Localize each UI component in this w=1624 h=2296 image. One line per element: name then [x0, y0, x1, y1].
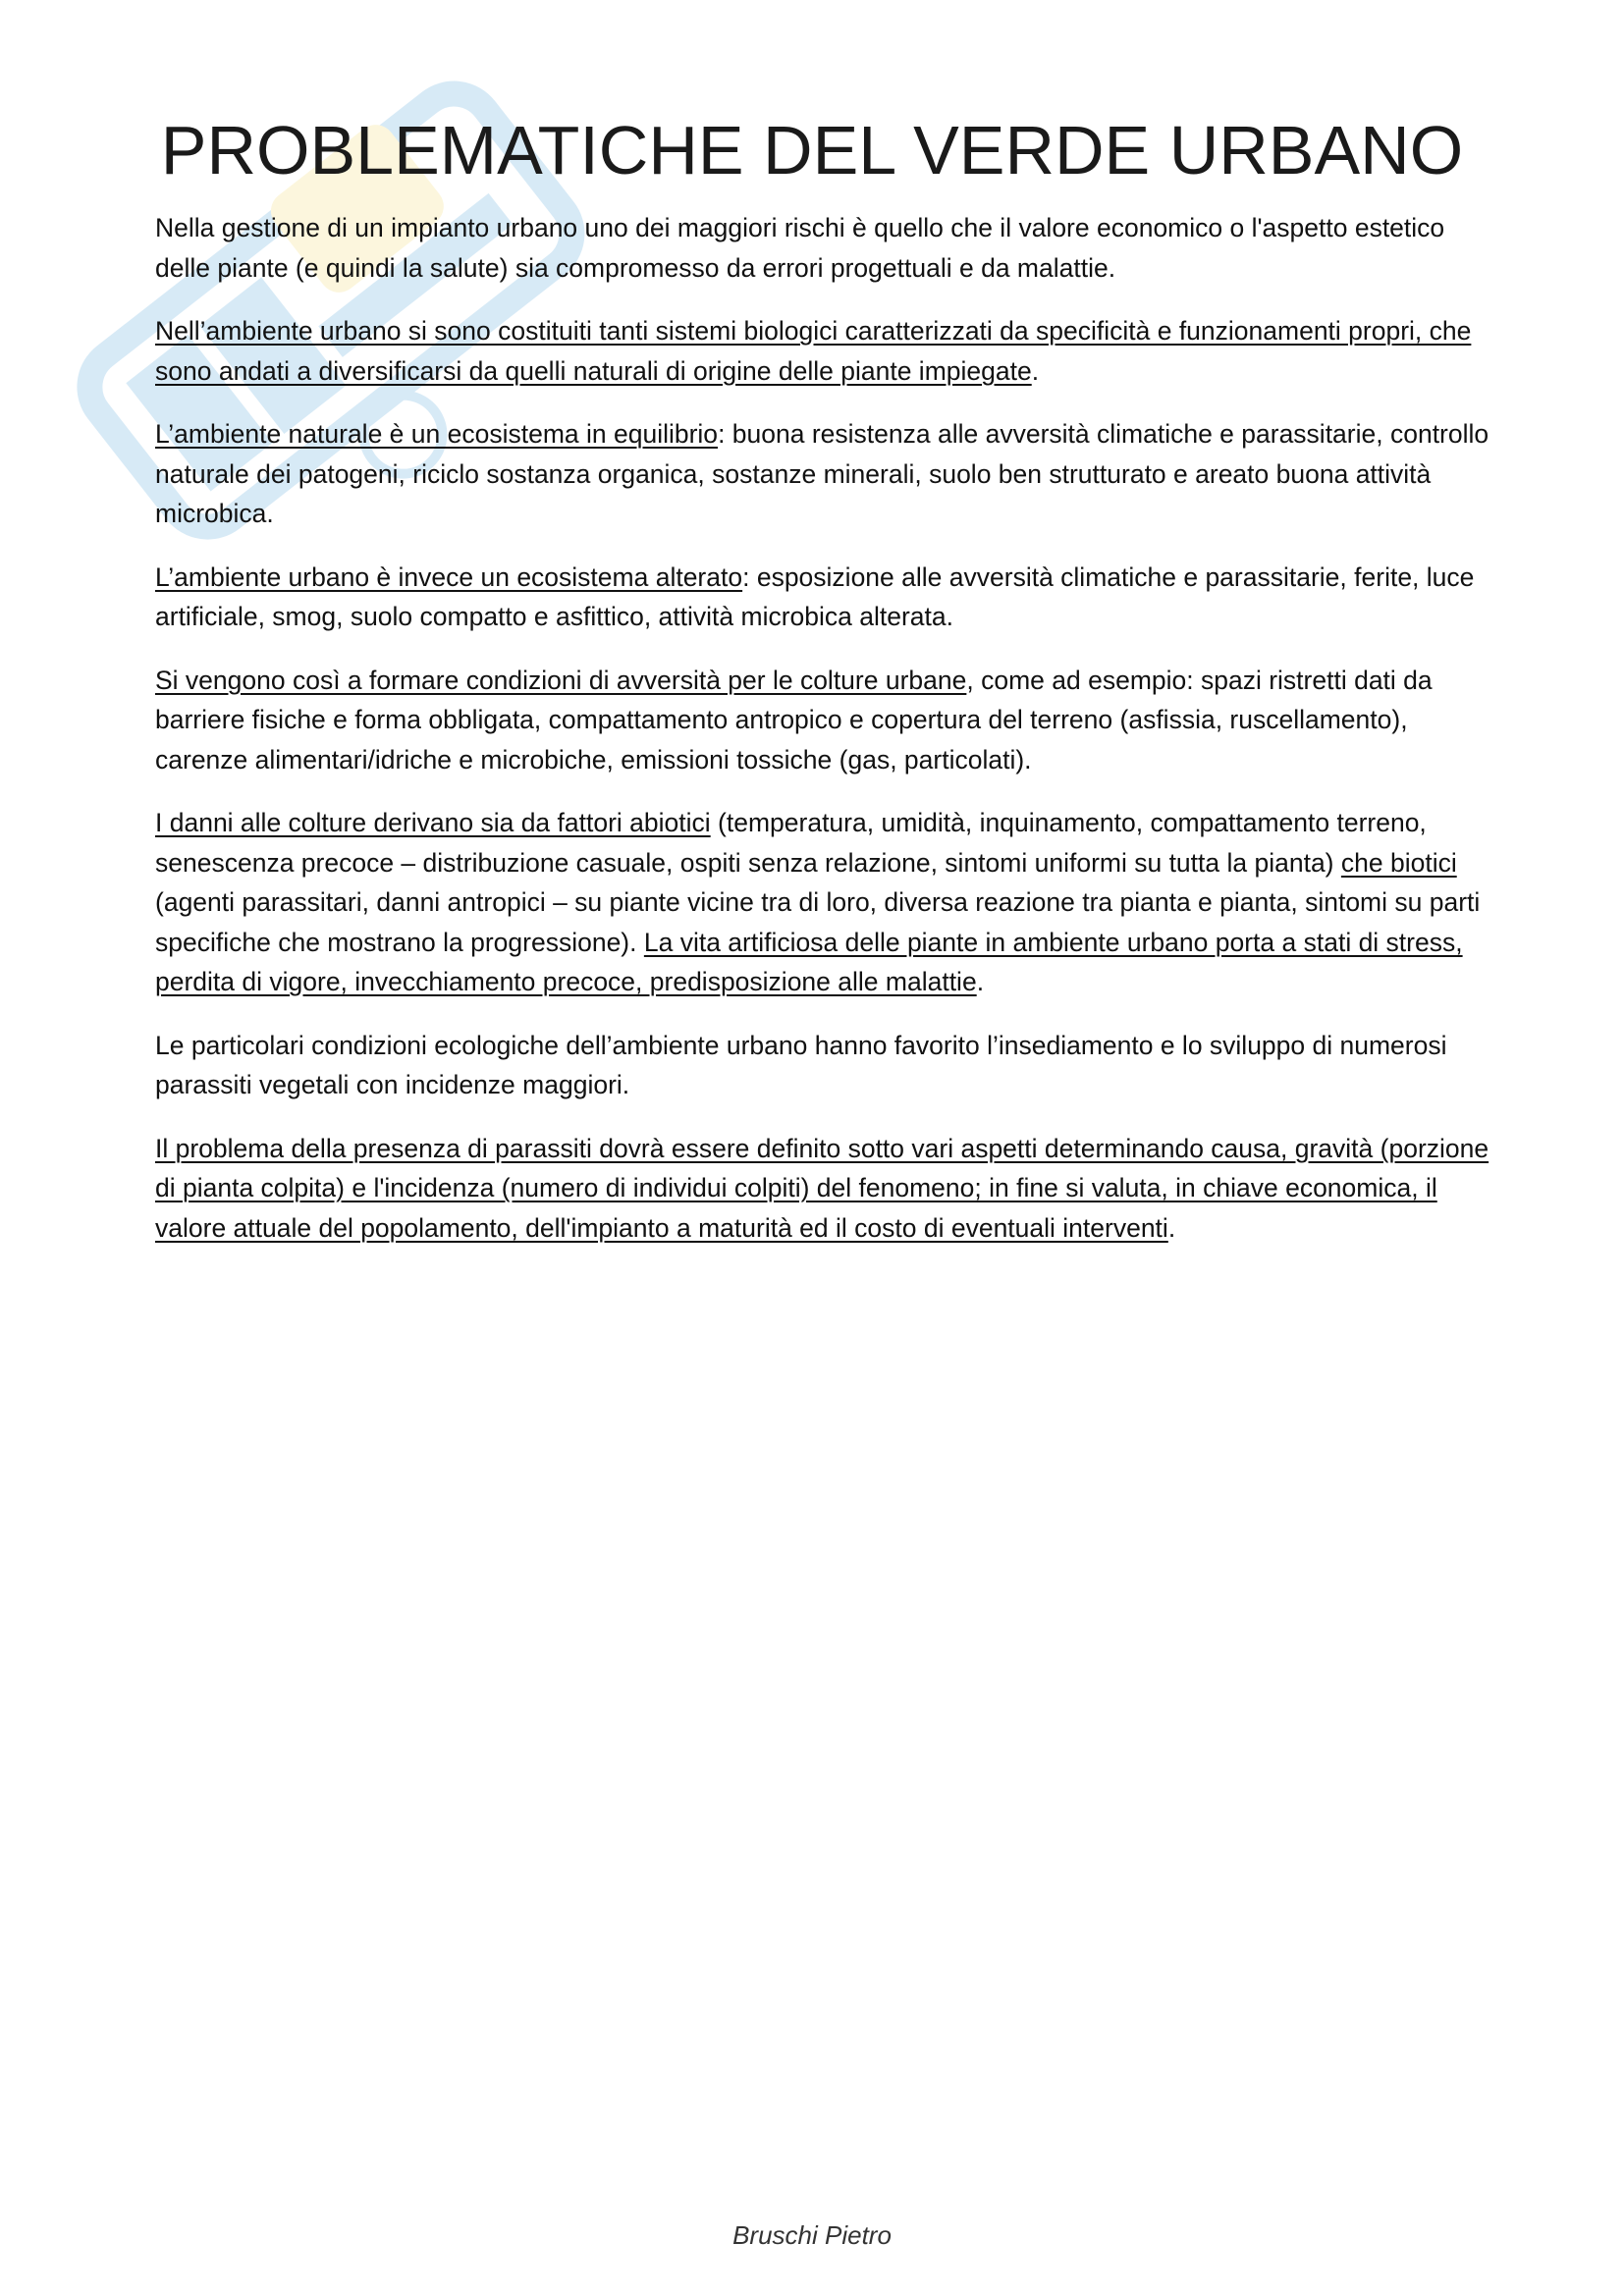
paragraph — [155, 414, 1492, 534]
text-segment: . — [1167, 1212, 1176, 1243]
text-segment: , come ad esempio: spazi ristretti dati da barriere fisiche e forma obbligata, compattamento antropico e copertura del terreno (asfissia, ruscellamento), carenze alimentari/idriche e microbiche, emissioni tossiche (gas, particolati). — [155, 665, 1433, 774]
paragraph — [155, 1026, 1492, 1105]
underlined-text: che biotici — [1340, 847, 1457, 878]
document-body — [155, 208, 1492, 1271]
text-segment: (agenti parassitari, danni antropici – su piante vicine tra di loro, diversa reazione tra pianta e pianta, sintomi su parti specifiche che mostrano la progressione). — [155, 887, 1481, 957]
underlined-text: La vita artificiosa delle piante in ambiente urbano porta a stati di stress, perdita di vigore, invecchiamento precoce, predisposizione alle malattie — [155, 927, 1463, 996]
paragraph — [155, 803, 1492, 1002]
underlined-text: Il problema della presenza di parassiti dovrà essere definito sotto vari aspetti determinando causa, gravità (porzione di pianta colpita) e l'incidenza (numero di individui colpiti) del fenomeno; in fine si valuta, in chiave economica, il valore attuale del popolamento, dell'impianto a maturità ed il costo di eventuali interventi — [155, 1133, 1489, 1243]
text-segment: : esposizione alle avversità climatiche e parassitarie, ferite, luce artificiale, smog, suolo compatto e asfittico, attività microbica alterata. — [155, 561, 1475, 631]
text-segment: . — [976, 967, 985, 996]
text-segment: (temperatura, umidità, inquinamento, compattamento terreno, senescenza precoce – distribuzione casuale, ospiti senza relazione, sintomi uniformi su tutta la pianta) — [155, 808, 1427, 878]
footer-author: Bruschi Pietro — [732, 2220, 892, 2250]
text-segment: . — [1031, 355, 1040, 386]
paragraph — [155, 661, 1492, 780]
underlined-text: I danni alle colture derivano sia da fattori abiotici — [155, 808, 711, 837]
underlined-text: L’ambiente urbano è invece un ecosistema alterato — [155, 561, 743, 592]
text-segment: Le particolari condizioni ecologiche dell’ambiente urbano hanno favorito l’insediamento e lo sviluppo di numerosi parassiti vegetali con incidenze maggiori. — [155, 1030, 1447, 1099]
paragraph — [155, 1129, 1492, 1249]
underlined-text: L’ambiente naturale è un ecosistema in equilibrio — [155, 419, 719, 449]
page-title: PROBLEMATICHE DEL VERDE URBANO — [160, 112, 1464, 188]
paragraph — [155, 558, 1492, 637]
underlined-text: Nell’ambiente urbano si sono costituiti tanti sistemi biologici caratterizzati da specificità e funzionamenti propri, che sono andati a diversificarsi da quelli naturali di origine delle piante impiegate — [155, 316, 1472, 386]
paragraph — [155, 208, 1492, 288]
paragraph — [155, 311, 1492, 391]
underlined-text: Si vengono così a formare condizioni di avversità per le colture urbane — [155, 665, 967, 695]
text-segment: Nella gestione di un impianto urbano uno dei maggiori rischi è quello che il valore economico o l'aspetto estetico delle piante (e quindi la salute) sia compromesso da errori progettuali e da malattie. — [155, 213, 1445, 283]
text-segment: : buona resistenza alle avversità climatiche e parassitarie, controllo naturale dei patogeni, riciclo sostanza organica, sostanze minerali, suolo ben strutturato e areato buona attività microbica. — [155, 419, 1489, 528]
